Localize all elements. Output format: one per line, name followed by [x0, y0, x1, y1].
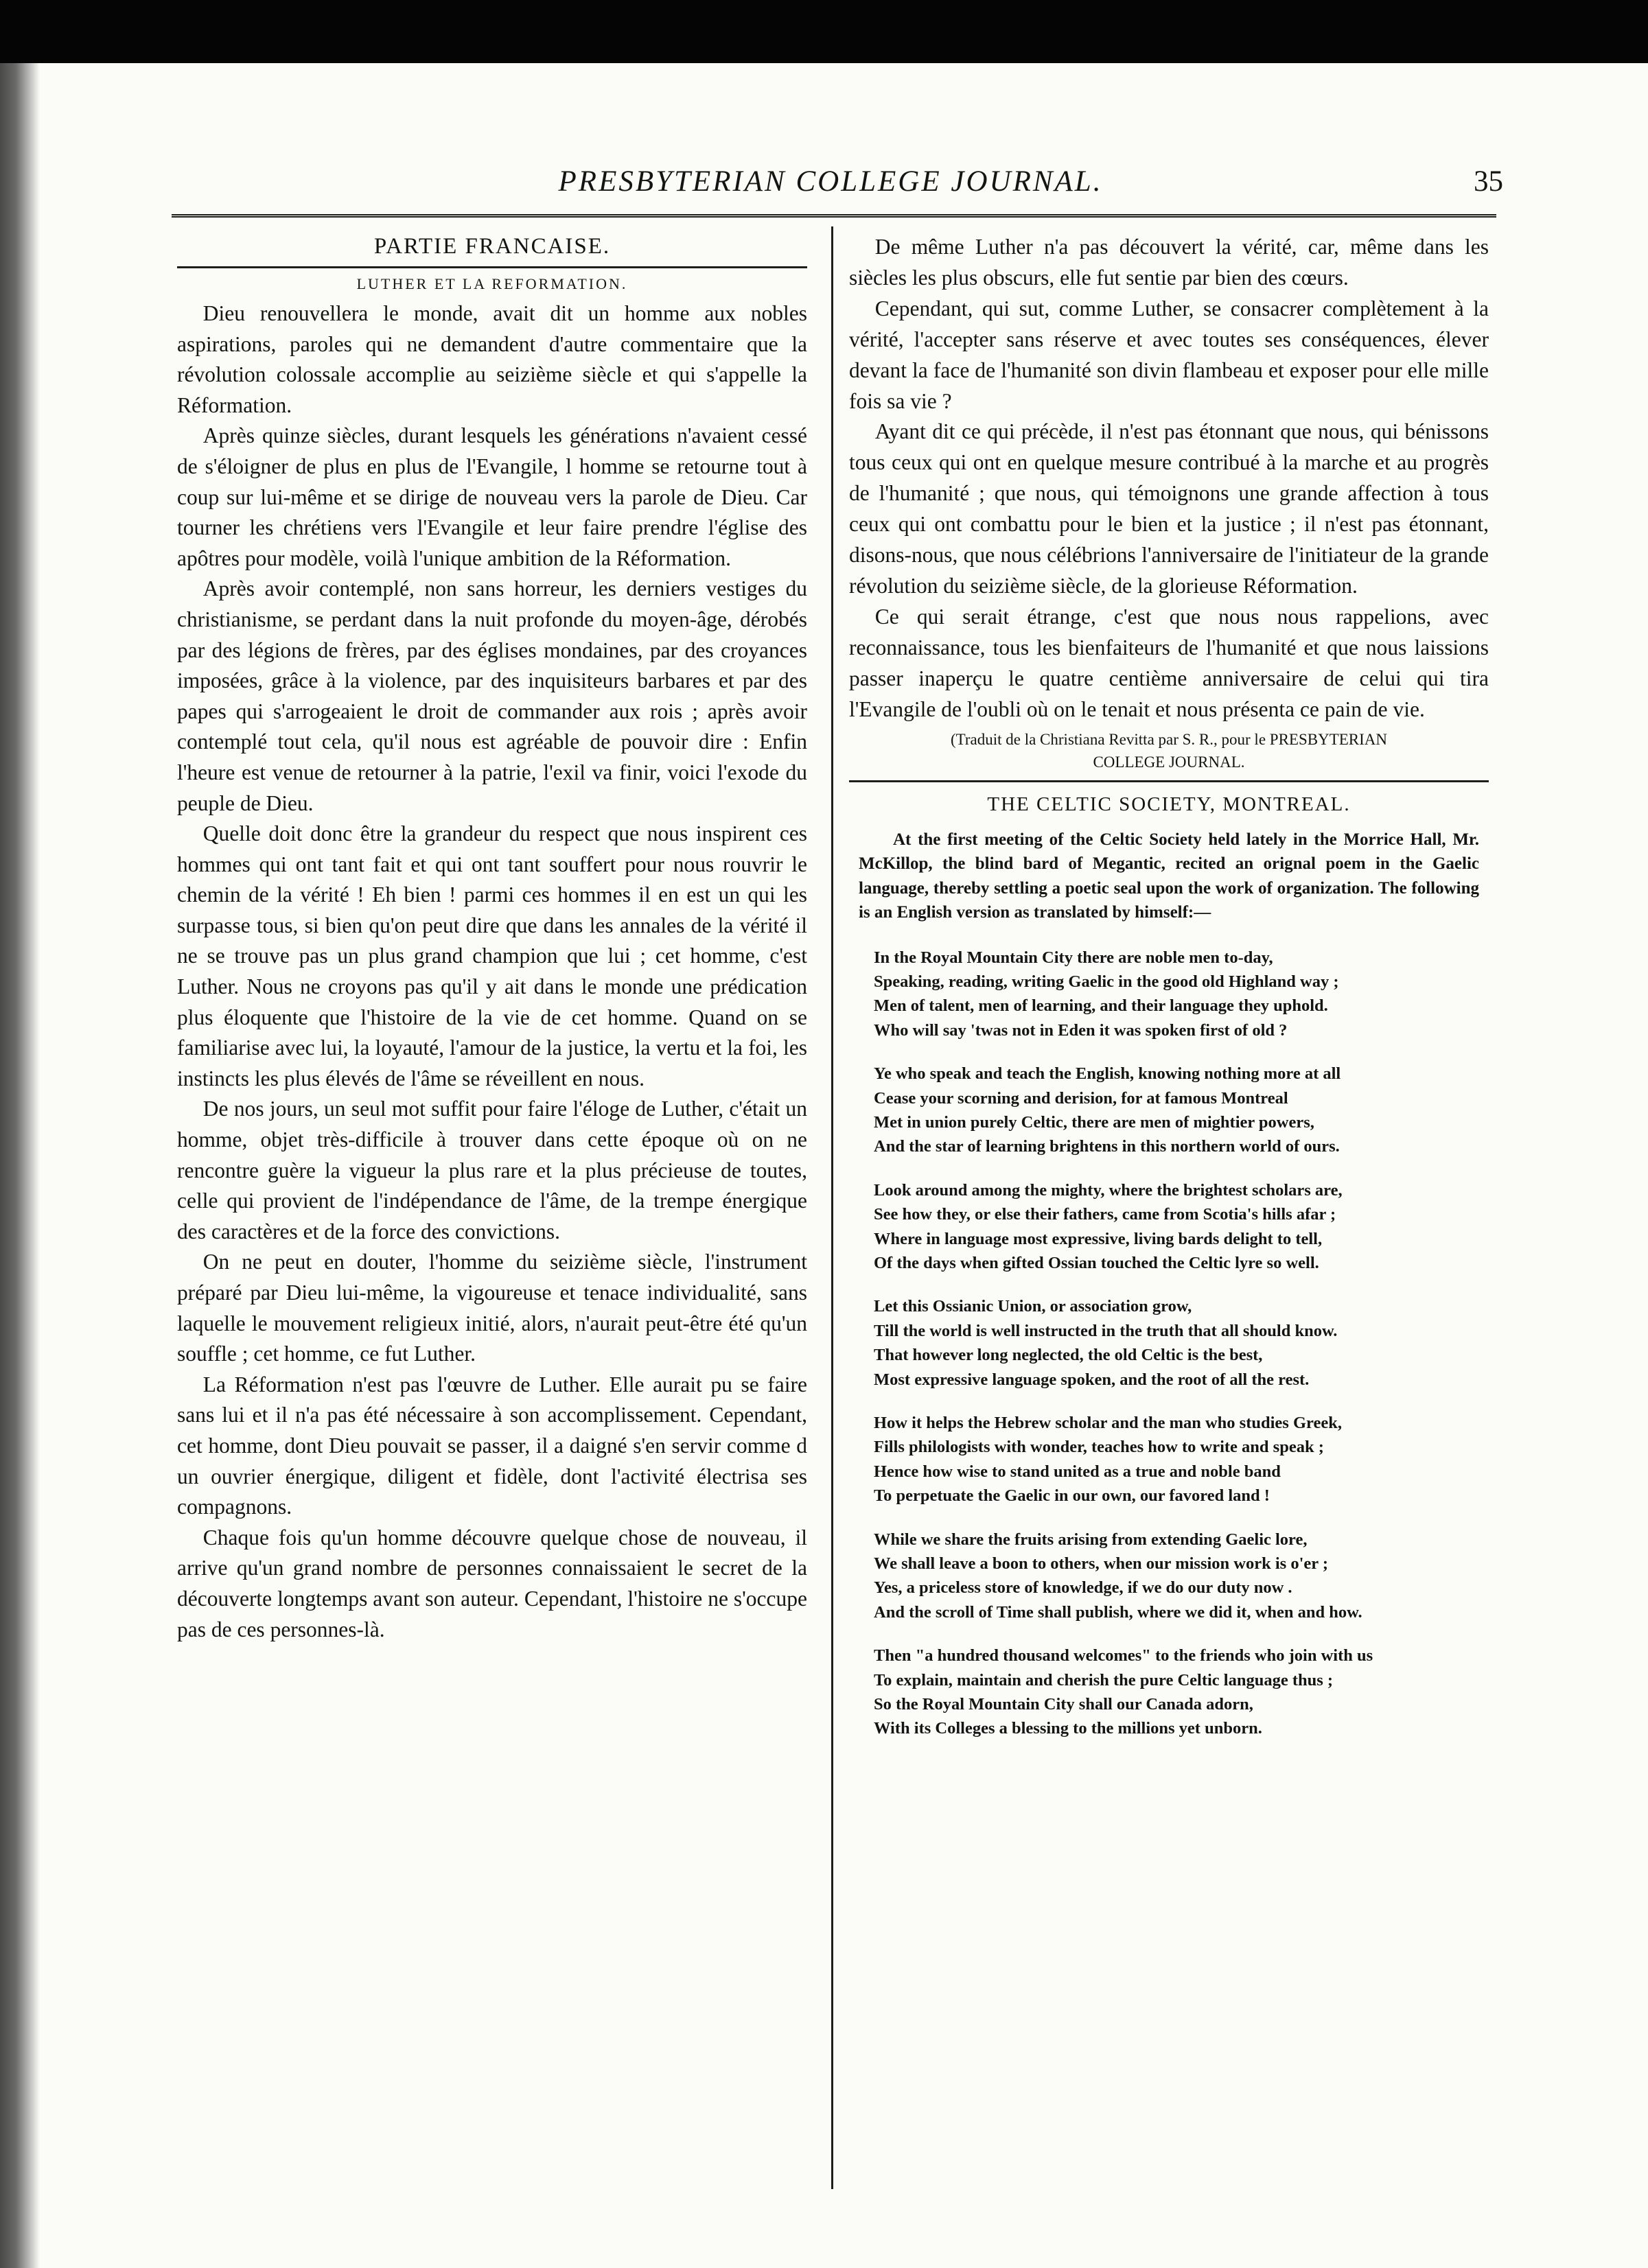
paragraph: Ce qui serait étrange, c'est que nous nous rappelions, avec reconnaissance, tous les bienfaiteurs de l'humanité et que nous laissions passer inaperçu le quatre centième anniversaire de celui qui tira l'Evangile de l'oubli où on le tenait et nous présenta ce pain de vie.	[849, 604, 1489, 721]
poem-line: Met in union purely Celtic, there are men of mightier powers,	[874, 1112, 1314, 1132]
header-rule	[172, 214, 1496, 218]
poem-line: Men of talent, men of learning, and their language they uphold.	[874, 996, 1328, 1016]
poem-line: Of the days when gifted Ossian touched the Celtic lyre so well.	[874, 1253, 1319, 1272]
section-rule	[849, 780, 1489, 782]
paragraph: Ayant dit ce qui précède, il n'est pas étonnant que nous, qui bénissons tous ceux qui ont en quelque mesure contribué à la marche et au progrès de l'humanité ; que nous, qui témoignons une grande affection à tous ceux qui ont combattu pour le bien et la justice ; il n'est pas étonnant, disons-nous, que nous célébrions l'anniversaire de l'initiateur de la grande révolution du seizième siècle, de la glorieuse Réformation.	[849, 419, 1489, 598]
paragraph: Quelle doit donc être la grandeur du respect que nous inspirent ces hommes qui ont tant fait et qui ont tant souffert pour nous rouvrir le chemin de la vérité ! Eh bien ! parmi ces hommes il en est un qui les surpasse tous, si bien qu'on peut dire que dans les annales de la vérité il ne se trouve pas un plus grand champion que lui ; cet homme, c'est Luther. Nous ne croyons pas qu'il y ait dans le monde une prédication plus éloquente que l'histoire de la vie de cet homme. Quand on se familiarise avec lui, la loyauté, l'amour de la justice, la vertu et la foi, les instincts les plus élevés de l'âme se réveillent en nous.	[177, 821, 807, 1090]
credit-line: (Traduit de la Christiana Revitta par S. R., pour le PRESBYTERIAN	[950, 730, 1388, 748]
poem-line: See how they, or else their fathers, came from Scotia's hills afar ;	[874, 1205, 1336, 1224]
poem-line: To explain, maintain and cherish the pure Celtic language thus ;	[874, 1670, 1334, 1690]
paragraph: De nos jours, un seul mot suffit pour faire l'éloge de Luther, c'était un homme, objet très-difficile à trouver dans cette époque où on ne rencontre guère la vigueur la plus rare et la plus précieuse de toutes, celle qui provient de l'indépendance de l'âme, de la trempe énergique des caractères et de la force des convictions.	[177, 1097, 807, 1243]
poem-line: To perpetuate the Gaelic in our own, our favored land !	[874, 1486, 1270, 1506]
section-heading-rule	[177, 266, 807, 268]
poem	[874, 946, 1489, 1741]
article-body	[177, 299, 807, 1645]
poem-stanza	[874, 1062, 1489, 1159]
poem-line: Fills philologists with wonder, teaches how to write and speak ;	[874, 1438, 1324, 1457]
poem-stanza	[874, 1644, 1489, 1741]
paragraph: Après avoir contemplé, non sans horreur, les derniers vestiges du christianisme, se perdant dans la nuit profonde du moyen-âge, dérobés par des légions de frères, par des églises mondaines, par des croyances imposées, grâce à la violence, par des inquisiteurs barbares et par des papes qui s'arrogeaient le droit de commander aux rois ; après avoir contemplé tout cela, qu'il nous est agréable de pouvoir dire : Enfin l'heure est venue de retourner à la patrie, l'exil va finir, voici l'exode du peuple de Dieu.	[177, 576, 807, 815]
paragraph: De même Luther n'a pas découvert la vérité, car, même dans les siècles les plus obscurs, elle fut sentie par bien des cœurs.	[849, 235, 1489, 290]
poem-line: Speaking, reading, writing Gaelic in the good old Highland way ;	[874, 972, 1339, 991]
left-column	[177, 232, 807, 2195]
poem-stanza	[874, 1411, 1489, 1508]
scan-binding-shadow	[0, 63, 40, 2268]
scan-top-border	[0, 0, 1648, 63]
poem-line: Where in language most expressive, living bards delight to tell,	[874, 1229, 1323, 1248]
poem-line: Ye who speak and teach the English, knowing nothing more at all	[874, 1064, 1341, 1084]
poem-line: Till the world is well instructed in the truth that all should know.	[874, 1321, 1338, 1340]
page-header	[158, 162, 1503, 203]
poem-line: Hence how wise to stand united as a true and noble band	[874, 1462, 1281, 1481]
article-title: LUTHER ET LA REFORMATION.	[356, 275, 628, 292]
paragraph: Cependant, qui sut, comme Luther, se consacrer complètement à la vérité, l'accepter sans réserve et avec toutes ses conséquences, élever devant la face de l'humanité son divin flambeau et exposer pour elle mille fois sa vie ?	[849, 296, 1489, 413]
poem-line: So the Royal Mountain City shall our Canada adorn,	[874, 1695, 1253, 1714]
poem-line: That however long neglected, the old Celtic is the best,	[874, 1346, 1263, 1365]
paragraph: Chaque fois qu'un homme découvre quelque chose de nouveau, il arrive qu'un grand nombre de personnes connaissaient le secret de la découverte longtemps avant son auteur. Cependant, l'histoire ne s'occupe pas de ces personnes-là.	[177, 1525, 807, 1641]
column-divider	[831, 226, 833, 2189]
poem-line: And the scroll of Time shall publish, where we did it, when and how.	[874, 1602, 1362, 1622]
celtic-intro: At the first meeting of the Celtic Society held lately in the Morrice Hall, Mr. McKillop, the blind bard of Megantic, recited an orignal poem in the Gaelic language, thereby settling a poetic seal upon the work of organization. The following is an English version as translated by himself:—	[859, 830, 1479, 922]
right-column	[849, 232, 1489, 2195]
poem-line: Most expressive language spoken, and the root of all the rest.	[874, 1370, 1310, 1389]
poem-stanza	[874, 1294, 1489, 1392]
poem-line: Cease your scorning and derision, for at famous Montreal	[874, 1088, 1288, 1108]
poem-line: While we share the fruits arising from extending Gaelic lore,	[874, 1530, 1308, 1549]
poem-line: Yes, a priceless store of knowledge, if we do our duty now .	[874, 1578, 1292, 1598]
paragraph: La Réformation n'est pas l'œuvre de Luther. Elle aurait pu se faire sans lui et il n'a pas été nécessaire à son accomplissement. Cependant, cet homme, dont Dieu pouvait se passer, il a daigné s'en servir comme d un ouvrier énergique, diligent et fidèle, dont l'activité électrisa ses compagnons.	[177, 1372, 807, 1519]
poem-line: And the star of learning brightens in this northern world of ours.	[874, 1137, 1340, 1156]
poem-stanza	[874, 1528, 1489, 1625]
poem-line: Let this Ossianic Union, or association grow,	[874, 1297, 1192, 1316]
paragraph: On ne peut en douter, l'homme du seizième siècle, l'instrument préparé par Dieu lui-même, la vigoureuse et tenace individualité, sans laquelle le mouvement religieux initié, alors, n'aurait peut-être été qu'un souffle ; cet homme, ce fut Luther.	[177, 1250, 807, 1366]
section-heading: PARTIE FRANCAISE.	[373, 234, 611, 259]
poem-line: How it helps the Hebrew scholar and the man who studies Greek,	[874, 1414, 1342, 1432]
article-body-continued	[849, 232, 1489, 725]
celtic-section-heading: THE CELTIC SOCIETY, MONTREAL.	[987, 793, 1351, 815]
poem-stanza	[874, 946, 1489, 1043]
poem-line: We shall leave a boon to others, when our mission work is o'er ;	[874, 1554, 1328, 1574]
paragraph: Dieu renouvellera le monde, avait dit un homme aux nobles aspirations, paroles qui ne demandent d'autre commentaire que la révolution colossale accomplie au seizième siècle et qui s'appelle la Réformation.	[177, 301, 807, 417]
paragraph: Après quinze siècles, durant lesquels les générations n'avaient cessé de s'éloigner de plus en plus de l'Evangile, l homme se retourne tout à coup sur lui-même et se dirige de nouveau vers la parole de Dieu. Car tourner les chrétiens vers l'Evangile et leur faire prendre l'église des apôtres pour modèle, voilà l'unique ambition de la Réformation.	[177, 423, 807, 570]
poem-line: Then "a hundred thousand welcomes" to the friends who join with us	[874, 1646, 1373, 1665]
credit-line: COLLEGE JOURNAL.	[1093, 753, 1245, 771]
translation-credit	[849, 728, 1489, 773]
poem-line: With its Colleges a blessing to the millions yet unborn.	[874, 1719, 1262, 1738]
poem-line: Look around among the mighty, where the brightest scholars are,	[874, 1180, 1343, 1200]
poem-stanza	[874, 1178, 1489, 1276]
poem-line: Who will say 'twas not in Eden it was spoken first of old ?	[874, 1020, 1288, 1040]
page-number: 35	[1474, 165, 1503, 198]
poem-line: In the Royal Mountain City there are noble men to-day,	[874, 948, 1273, 967]
running-title: PRESBYTERIAN COLLEGE JOURNAL.	[558, 165, 1103, 198]
